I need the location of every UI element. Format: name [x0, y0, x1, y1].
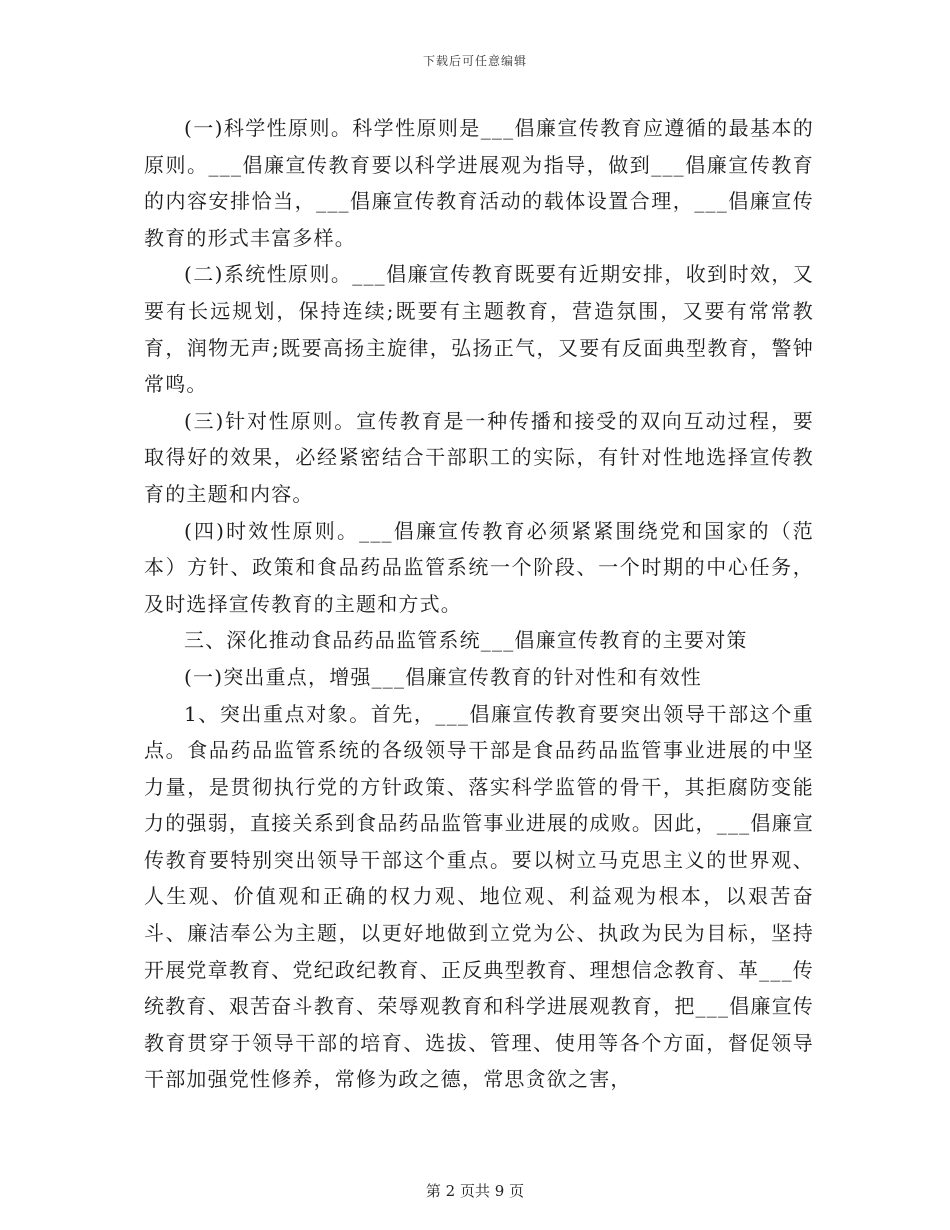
paragraph-timeliness-principle: (四)时效性原则。___倡廉宣传教育必须紧紧围绕党和国家的（范本）方针、政策和食品药品监管系统一个阶段、一个时期的中心任务，及时选择宣传教育的主题和方式。	[144, 518, 814, 616]
paragraph-systematic-principle: (二)系统性原则。___倡廉宣传教育既要有近期安排，收到时效，又要有长远规划，保持连续;既要有主题教育，营造氛围，又要有常常教育，润物无声;既要高扬主旋律，弘扬正气，又要有反面典型教育，警钟常鸣。	[144, 262, 814, 397]
paragraph-scientific-principle: (一)科学性原则。科学性原则是___倡廉宣传教育应遵循的最基本的原则。___倡廉宣传教育要以科学进展观为指导，做到___倡廉宣传教育的内容安排恰当，___倡廉宣传教育活动的载体设置合理，___倡廉宣传教育的形式丰富多样。	[144, 116, 814, 250]
page-header-note: 下载后可任意编辑	[422, 54, 527, 68]
document-body	[144, 110, 814, 1098]
section-heading-countermeasures: 三、深化推动食品药品监管系统___倡廉宣传教育的主要对策	[184, 628, 748, 653]
paragraph-key-targets: 1、突出重点对象。首先，___倡廉宣传教育要突出领导干部这个重点。食品药品监管系统的各级领导干部是食品药品监管事业进展的中坚力量，是贯彻执行党的方针政策、落实科学监管的骨干，其拒腐防变能力的强弱，直接关系到食品药品监管事业进展的成败。因此，___倡廉宣传教育要特别突出领导干部这个重点。要以树立马克思主义的世界观、人生观、价值观和正确的权力观、地位观、利益观为根本，以艰苦奋斗、廉洁奉公为主题，以更好地做到立党为公、执政为民为目标，坚持开展党章教育、党纪政纪教育、正反典型教育、理想信念教育、革___传统教育、艰苦奋斗教育、荣辱观教育和科学进展观教育，把___倡廉宣传教育贯穿于领导干部的培育、选拔、管理、使用等各个方面，督促领导干部加强党性修养，常修为政之德，常思贪欲之害，	[144, 701, 814, 1092]
subsection-heading-focus: (一)突出重点，增强___倡廉宣传教育的针对性和有效性	[184, 664, 703, 689]
page-number: 第 2 页共 9 页	[425, 1182, 525, 1200]
paragraph-targeted-principle: (三)针对性原则。宣传教育是一种传播和接受的双向互动过程，要取得好的效果，必经紧密结合干部职工的实际，有针对性地选择宣传教育的主题和内容。	[144, 408, 814, 506]
